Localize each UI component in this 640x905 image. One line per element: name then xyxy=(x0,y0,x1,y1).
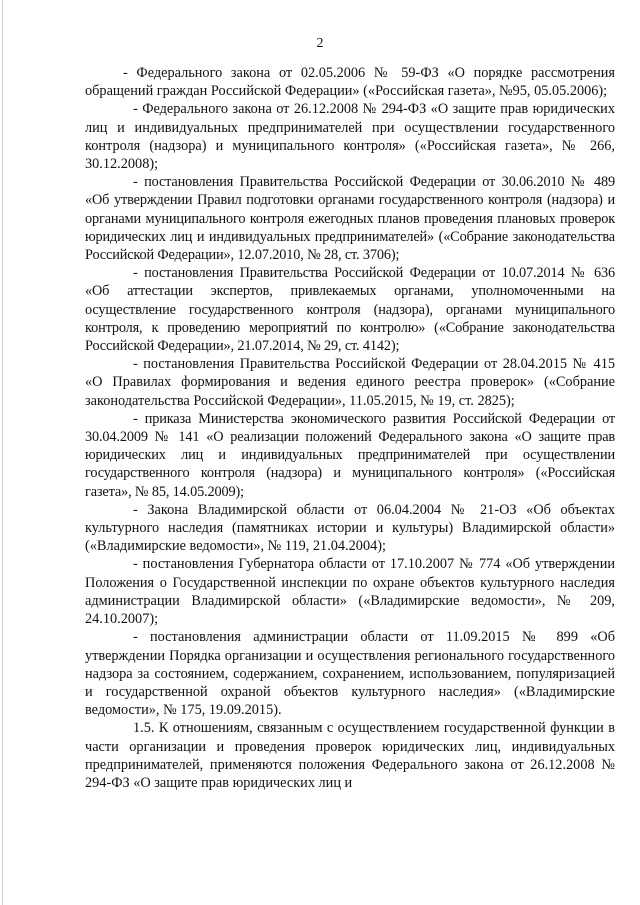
paragraph-ministry-order-141: - приказа Министерства экономического развития Российской Федерации от 30.04.2009 № 141 «О реализации положений Федерального закона «О защите прав юридических лиц и индивидуальных предпринимателей при осуществлении государственного контроля (надзора) и муниципального контроля» («Российская газета», № 85, 14.05.2009); xyxy=(85,410,615,500)
paragraph-administration-decree-899: - постановления администрации области от 11.09.2015 № 899 «Об утверждении Порядка организации и осуществления регионального государственного надзора за состоянием, содержанием, сохранением, использованием, популяризацией и государственной охраной объектов культурного наследия» («Владимирские ведомости», № 175, 19.09.2015). xyxy=(85,629,615,719)
page-edge-line xyxy=(2,0,3,905)
paragraph-government-decree-636: - постановления Правительства Российской Федерации от 10.07.2014 № 636 «Об аттестации экспертов, привлекаемых органами, уполномоченными на осуществление государственного контроля (надзора), органами муниципального контроля, к проведению мероприятий по контролю» («Собрание законодательства Российской Федерации», 21.07.2014, № 29, ст. 4142); xyxy=(85,265,615,355)
paragraph-regional-law-21oz: - Закона Владимирской области от 06.04.2004 № 21-ОЗ «Об объектах культурного наследия (памятниках истории и культуры) Владимирской области» («Владимирские ведомости», № 119, 21.04.2004); xyxy=(85,501,615,555)
paragraph-government-decree-489: - постановления Правительства Российской Федерации от 30.06.2010 № 489 «Об утверждении Правил подготовки органами государственного контроля (надзора) и органами муниципального контроля ежегодных планов проведения плановых проверок юридических лиц и индивидуальных предпринимателей» («Собрание законодательства Российской Федерации», 12.07.2010, № 28, ст. 3706); xyxy=(85,174,615,264)
paragraph-section-1-5: 1.5. К отношениям, связанным с осуществлением государственной функции в части организации и проведения проверок юридических лиц, индивидуальных предпринимателей, применяются положения Федерального закона от 26.12.2008 № 294-ФЗ «О защите прав юридических лиц и xyxy=(85,720,615,791)
paragraph-federal-law-59fz: - Федерального закона от 02.05.2006 № 59-ФЗ «О порядке рассмотрения обращений граждан Российской Федерации» («Российская газета», №95, 05.05.2006); xyxy=(85,65,615,100)
page-number: 2 xyxy=(316,36,324,51)
paragraph-governor-decree-774: - постановления Губернатора области от 17.10.2007 № 774 «Об утверждении Положения о Государственной инспекции по охране объектов культурного наследия администрации Владимирской области» («Владимирские ведомости», № 209, 24.10.2007); xyxy=(85,556,615,628)
document-body xyxy=(85,64,615,792)
paragraph-federal-law-294fz: - Федерального закона от 26.12.2008 № 294-ФЗ «О защите прав юридических лиц и индивидуальных предпринимателей при осуществлении государственного контроля (надзора) и муниципального контроля» («Российская газета», № 266, 30.12.2008); xyxy=(85,101,615,173)
paragraph-government-decree-415: - постановления Правительства Российской Федерации от 28.04.2015 № 415 «О Правилах формирования и ведения единого реестра проверок» («Собрание законодательства Российской Федерации», 11.05.2015, № 19, ст. 2825); xyxy=(85,356,615,409)
